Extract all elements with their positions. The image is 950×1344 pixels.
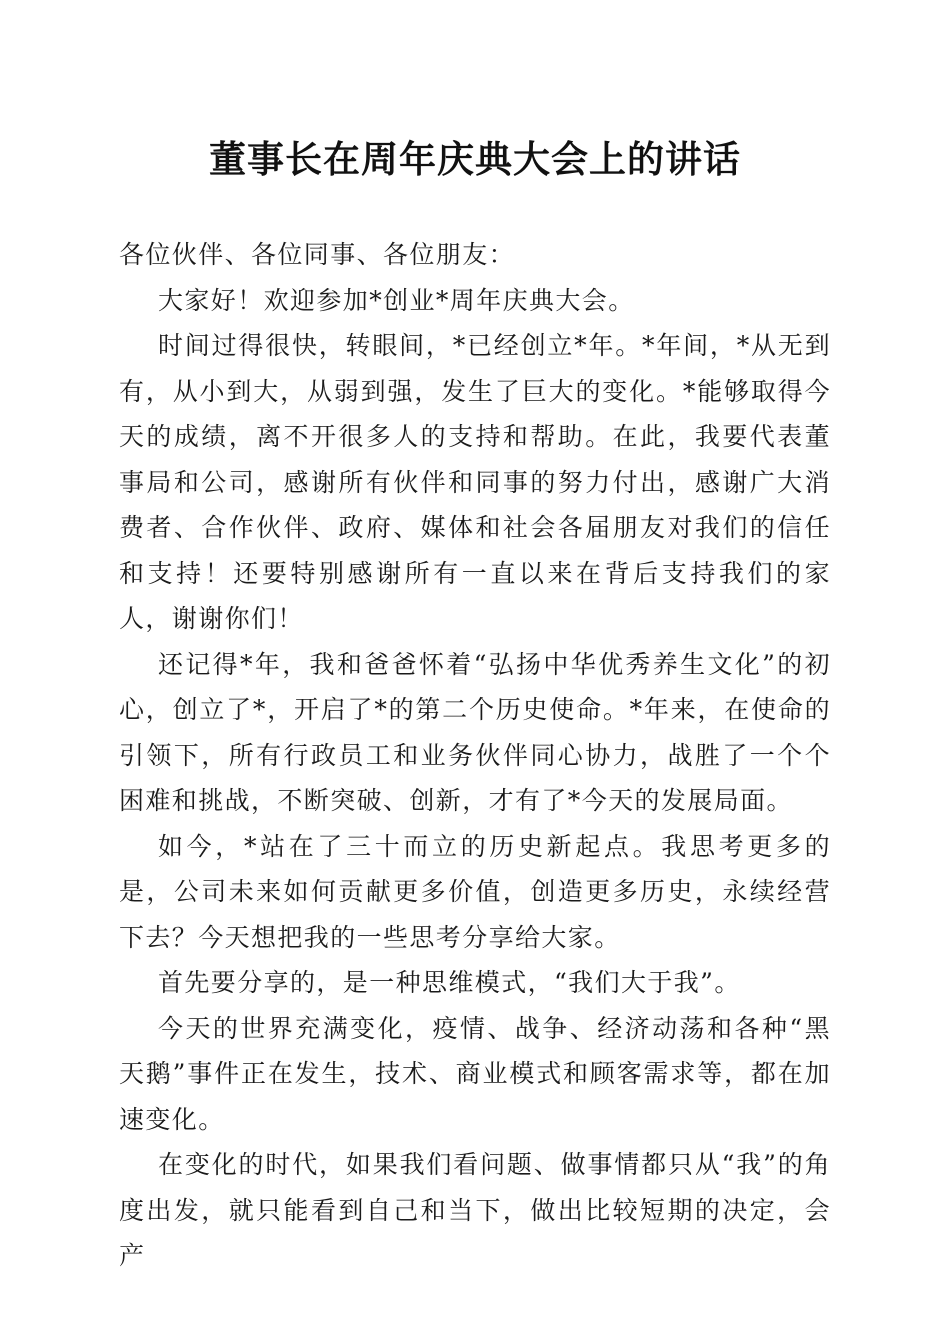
paragraph-new-start: 如今，*站在了三十而立的历史新起点。我思考更多的是，公司未来如何贡献更多价值，创造更多历史，永续经营下去？今天想把我的一些思考分享给大家。: [119, 831, 831, 952]
paragraph-perspective: 在变化的时代，如果我们看问题、做事情都只从“我”的角度出发，就只能看到自己和当下，做出比较短期的决定，会产: [119, 1150, 831, 1270]
paragraph-changing-world: 今天的世界充满变化，疫情、战争、经济动荡和各种“黑天鹅”事件正在发生，技术、商业模式和顾客需求等，都在加速变化。: [119, 1013, 831, 1134]
paragraph-mindset: 首先要分享的，是一种思维模式，“我们大于我”。: [158, 968, 741, 997]
salutation: 各位伙伴、各位同事、各位朋友：: [119, 240, 516, 269]
paragraph-greeting: 大家好！欢迎参加*创业*周年庆典大会。: [158, 285, 635, 315]
document-body: [119, 232, 831, 1279]
paragraph-founding: 还记得*年，我和爸爸怀着“弘扬中华优秀养生文化”的初心，创立了*，开启了*的第二个历史使命。*年来，在使命的引领下，所有行政员工和业务伙伴同心协力，战胜了一个个困难和挑战，不断突破、创新，才有了*今天的发展局面。: [119, 649, 831, 815]
document-title: 董事长在周年庆典大会上的讲话: [209, 137, 741, 181]
paragraph-history: 时间过得很快，转眼间，*已经创立*年。*年间，*从无到有，从小到大，从弱到强，发生了巨大的变化。*能够取得今天的成绩，离不开很多人的支持和帮助。在此，我要代表董事局和公司，感谢所有伙伴和同事的努力付出，感谢广大消费者、合作伙伴、政府、媒体和社会各届朋友对我们的信任和支持！还要特别感谢所有一直以来在背后支持我们的家人，谢谢你们！: [119, 331, 831, 633]
